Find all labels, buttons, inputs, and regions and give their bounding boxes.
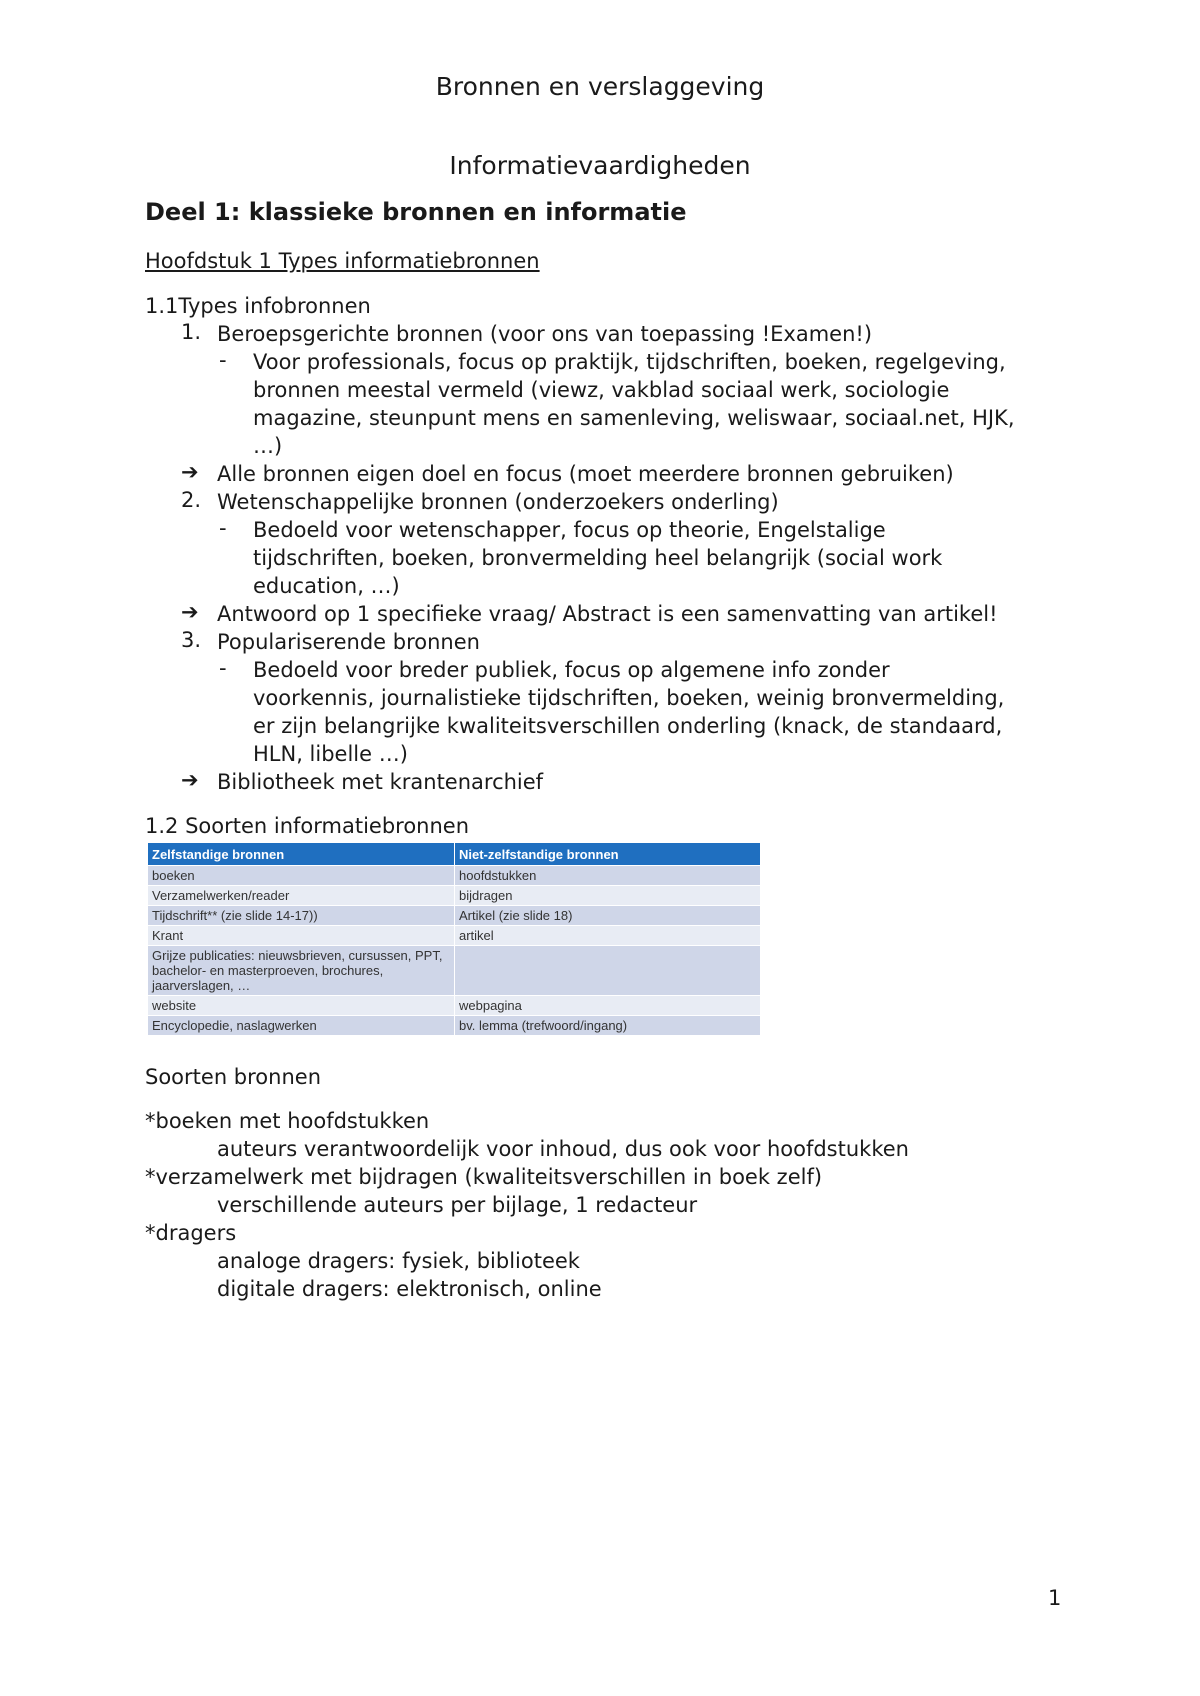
table-row — [148, 946, 761, 996]
kinds-heading: Soorten bronnen — [145, 1065, 321, 1089]
table-row — [148, 996, 761, 1016]
dash-bullet: - — [219, 516, 227, 540]
arrow-note: Bibliotheek met krantenarchief — [217, 770, 544, 794]
arrow-right-icon: ➔ — [181, 600, 199, 624]
chapter-heading: Hoofdstuk 1 Types informatiebronnen — [145, 249, 540, 273]
table-row — [148, 866, 761, 886]
table-row — [148, 906, 761, 926]
list-number: 2. — [181, 488, 202, 512]
table-cell: bijdragen — [455, 886, 761, 906]
kind-label: *boeken met hoofdstukken — [145, 1109, 430, 1133]
detail-line: Voor professionals, focus op praktijk, tijdschriften, boeken, regelgeving, — [253, 350, 1006, 374]
detail-line: tijdschriften, boeken, bronvermelding heel belangrijk (social work — [253, 546, 943, 570]
table-cell: webpagina — [455, 996, 761, 1016]
dash-bullet: - — [219, 348, 227, 372]
detail-line: bronnen meestal vermeld (viewz, vakblad sociaal werk, sociologie — [253, 378, 950, 402]
detail-line: voorkennis, journalistieke tijdschriften, boeken, weinig bronvermelding, — [253, 686, 1005, 710]
table-cell: website — [148, 996, 455, 1016]
table-cell: Encyclopedie, naslagwerken — [148, 1016, 455, 1036]
table-cell: Tijdschrift** (zie slide 14-17)) — [148, 906, 455, 926]
detail-line: Bedoeld voor wetenschapper, focus op theorie, Engelstalige — [253, 518, 886, 542]
kind-label: *dragers — [145, 1221, 237, 1245]
table-cell: bv. lemma (trefwoord/ingang) — [455, 1016, 761, 1036]
table-cell: boeken — [148, 866, 455, 886]
table-cell: Verzamelwerken/reader — [148, 886, 455, 906]
kind-detail: digitale dragers: elektronisch, online — [217, 1277, 602, 1301]
page-number: 1 — [1048, 1586, 1062, 1610]
table-cell: artikel — [455, 926, 761, 946]
document-subtitle: Informatievaardigheden — [449, 151, 751, 180]
arrow-note: Alle bronnen eigen doel en focus (moet meerdere bronnen gebruiken) — [217, 462, 954, 486]
section-heading-1-1: 1.1Types infobronnen — [145, 294, 371, 318]
kind-detail: auteurs verantwoordelijk voor inhoud, dus ook voor hoofdstukken — [217, 1137, 909, 1161]
list-item-label: Wetenschappelijke bronnen (onderzoekers onderling) — [217, 490, 779, 514]
detail-line: HLN, libelle …) — [253, 742, 408, 766]
table-cell: Artikel (zie slide 18) — [455, 906, 761, 926]
list-number: 1. — [181, 320, 202, 344]
table-cell — [455, 946, 761, 996]
table-header: Zelfstandige bronnen — [148, 843, 455, 866]
arrow-right-icon: ➔ — [181, 460, 199, 484]
arrow-note: Antwoord op 1 specifieke vraag/ Abstract is een samenvatting van artikel! — [217, 602, 998, 626]
table-row — [148, 886, 761, 906]
kind-detail: analoge dragers: fysiek, biblioteek — [217, 1249, 580, 1273]
dash-bullet: - — [219, 656, 227, 680]
part-heading: Deel 1: klassieke bronnen en informatie — [145, 198, 687, 226]
detail-line: …) — [253, 434, 283, 458]
detail-line: education, …) — [253, 574, 400, 598]
kind-detail: verschillende auteurs per bijlage, 1 redacteur — [217, 1193, 698, 1217]
table-header: Niet-zelfstandige bronnen — [455, 843, 761, 866]
list-number: 3. — [181, 628, 202, 652]
section-heading-1-2: 1.2 Soorten informatiebronnen — [145, 814, 470, 838]
arrow-right-icon: ➔ — [181, 768, 199, 792]
detail-line: magazine, steunpunt mens en samenleving, weliswaar, sociaal.net, HJK, — [253, 406, 1015, 430]
detail-line: er zijn belangrijke kwaliteitsverschillen onderling (knack, de standaard, — [253, 714, 1003, 738]
list-item-label: Populariserende bronnen — [217, 630, 480, 654]
sources-table — [147, 842, 761, 1036]
table-row — [148, 1016, 761, 1036]
table-cell: Grijze publicaties: nieuwsbrieven, cursussen, PPT, bachelor- en masterproeven, brochures, jaarverslagen, … — [148, 946, 455, 996]
kind-label: *verzamelwerk met bijdragen (kwaliteitsverschillen in boek zelf) — [145, 1165, 823, 1189]
table-row — [148, 926, 761, 946]
table-cell: hoofdstukken — [455, 866, 761, 886]
detail-line: Bedoeld voor breder publiek, focus op algemene info zonder — [253, 658, 890, 682]
table-header-row — [148, 843, 761, 866]
document-title: Bronnen en verslaggeving — [435, 72, 765, 101]
list-item-label: Beroepsgerichte bronnen (voor ons van toepassing !Examen!) — [217, 322, 873, 346]
table-cell: Krant — [148, 926, 455, 946]
